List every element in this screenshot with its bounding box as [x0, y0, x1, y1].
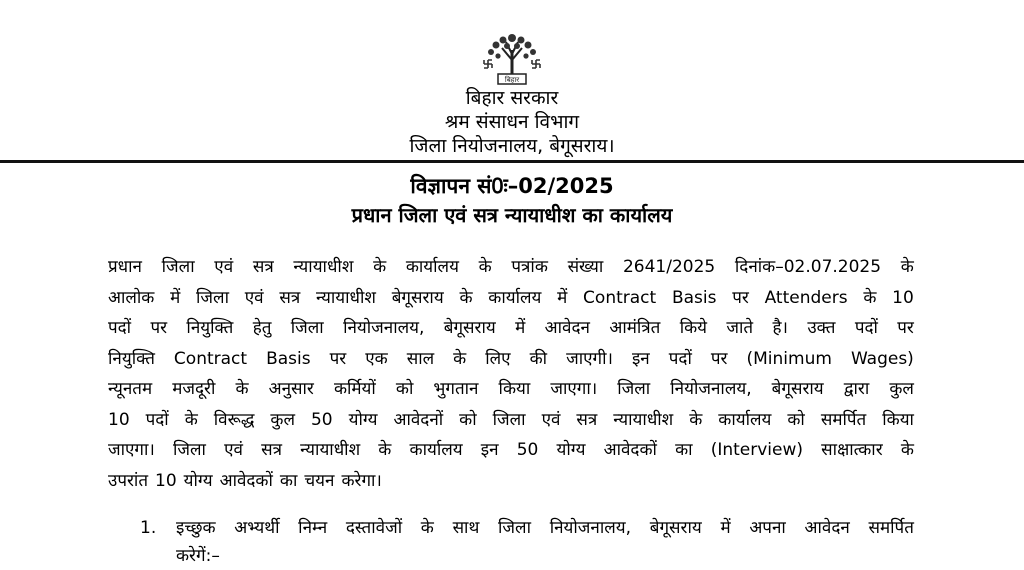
word: के	[900, 257, 914, 277]
word: 50	[516, 440, 539, 460]
word: सत्र	[576, 409, 598, 430]
word: पदों	[854, 318, 878, 338]
word: जिला	[290, 318, 324, 338]
word: प्रधान	[108, 257, 142, 277]
word: कार्यालय	[409, 440, 463, 460]
word: न्यूनतम	[108, 379, 153, 399]
word: के	[863, 287, 877, 308]
word: सत्र	[261, 440, 283, 460]
paragraph-line	[108, 344, 914, 375]
word: न्यायाधीश	[293, 257, 354, 277]
word: (Minimum	[746, 348, 832, 369]
paragraph-line	[108, 466, 914, 497]
word: पदों	[145, 409, 169, 430]
word: के	[184, 409, 198, 430]
department-name: श्रम संसाधन विभाग	[444, 111, 580, 133]
word: नियोजनालय,	[670, 379, 752, 399]
word: के	[453, 348, 467, 369]
word: करेगा।	[341, 470, 382, 491]
word: अभ्यर्थी	[234, 518, 280, 538]
word: आवेदन	[544, 318, 590, 338]
word: चयन	[304, 470, 335, 491]
word: इन	[480, 440, 499, 460]
word: साथ	[452, 518, 480, 538]
word: Wages)	[850, 348, 914, 369]
word: कार्यालय	[718, 409, 772, 430]
word: के	[689, 409, 703, 430]
paragraph-line	[108, 252, 914, 283]
paragraph-line	[108, 374, 914, 405]
word: पदों	[108, 318, 132, 338]
word: नियोजनालय,	[549, 518, 632, 538]
word: के	[459, 287, 473, 308]
word: न्यायाधीश	[300, 440, 361, 460]
word: आवेदकों	[603, 440, 657, 460]
word: को	[459, 409, 477, 430]
word: के	[900, 440, 914, 460]
word: कर्मियों	[333, 379, 376, 399]
word: किया	[882, 409, 914, 430]
word: जिला	[498, 518, 531, 538]
notice-title: विज्ञापन सं0ः–02/2025	[410, 174, 614, 198]
word: आमंत्रित	[609, 318, 661, 338]
paragraph-line	[108, 435, 914, 466]
word: एक	[365, 348, 388, 369]
word: की	[529, 348, 548, 369]
header-divider	[0, 160, 1024, 163]
word: पदों	[668, 348, 692, 369]
word: जिला	[492, 409, 526, 430]
word: कार्यालय	[405, 257, 459, 277]
office-header	[0, 86, 1024, 158]
word: का	[279, 470, 298, 491]
word: का	[675, 440, 693, 460]
word: अपना	[749, 518, 786, 538]
word: बेगूसराय	[649, 518, 702, 538]
word: Contract	[583, 287, 657, 308]
word: द्वारा	[843, 379, 870, 399]
word: समर्पित	[868, 518, 914, 538]
word: जाएगा।	[108, 440, 155, 460]
word: योग्य	[348, 409, 378, 430]
word: आवेदकों	[219, 470, 273, 491]
word: बेगूसराय	[443, 318, 496, 338]
word: एवं	[244, 287, 264, 308]
word: जाते	[726, 318, 754, 338]
word: 10	[892, 287, 914, 308]
paragraph-line	[108, 405, 914, 436]
word: के	[373, 257, 387, 277]
word: बेगूसराय	[391, 287, 444, 308]
bihar-government-emblem-icon	[476, 30, 548, 86]
word: विरूद्ध	[213, 409, 255, 430]
word: पर	[150, 318, 168, 338]
word: किया	[498, 379, 531, 399]
word: बेगूसराय	[771, 379, 824, 399]
word: भुगतान	[433, 379, 479, 399]
word: उपरांत	[108, 470, 149, 491]
word: न्यायाधीश	[315, 287, 376, 308]
word: जाएगी।	[566, 348, 613, 369]
notice-paragraph	[108, 252, 914, 496]
office-name: जिला नियोजनालय, बेगूसराय।	[409, 135, 615, 157]
word: आलोक	[108, 287, 155, 308]
emblem-text: बिहार	[504, 76, 520, 84]
word: पर	[732, 287, 749, 308]
word: जाएगा।	[550, 379, 598, 399]
word: आवेदन	[804, 518, 850, 538]
word: न्यायाधीश	[613, 409, 674, 430]
word: जिला	[617, 379, 651, 399]
word: एवं	[214, 257, 234, 277]
word: 2641/2025	[622, 257, 716, 277]
word: साल	[406, 348, 435, 369]
word: जिला	[196, 287, 229, 308]
list-item-text	[176, 514, 914, 570]
word: कार्यालय	[488, 287, 542, 308]
word: दस्तावेजों	[345, 518, 403, 538]
word: अनुसार	[268, 379, 314, 399]
word: नियुक्ति	[108, 348, 155, 369]
notice-subtitle: प्रधान जिला एवं सत्र न्यायाधीश का कार्यालय	[351, 203, 673, 227]
word: समर्पित	[820, 409, 867, 430]
word: करेगें	[176, 546, 206, 566]
word: को	[395, 379, 414, 399]
word: सत्र	[279, 287, 301, 308]
word: के	[235, 379, 249, 399]
word: साक्षात्कार	[821, 440, 883, 460]
list-item-text-line	[176, 542, 914, 570]
word: में	[720, 518, 731, 538]
word: को	[787, 409, 805, 430]
word: Basis	[266, 348, 311, 369]
word: में	[557, 287, 568, 308]
word: में	[515, 318, 526, 338]
word: है।	[772, 318, 788, 338]
word: Attenders	[764, 287, 848, 308]
word: पर	[329, 348, 347, 369]
word: के	[420, 518, 434, 538]
word: के	[478, 257, 492, 277]
word: पर	[897, 318, 914, 338]
word: जिला	[173, 440, 206, 460]
word: उक्त	[807, 318, 836, 338]
word: हेतु	[252, 318, 272, 338]
word: में	[170, 287, 181, 308]
list-item-text-line	[176, 514, 914, 542]
word: कुल	[270, 409, 295, 430]
word: मजदूरी	[172, 379, 216, 399]
word: 10	[108, 409, 130, 430]
paragraph-line	[108, 283, 914, 314]
word: पत्रांक	[511, 257, 548, 277]
word: किये	[679, 318, 708, 338]
word: नियुक्ति	[186, 318, 234, 338]
word: दिनांक–02.07.2025	[734, 257, 882, 277]
word: 10	[155, 470, 177, 491]
word: सत्र	[252, 257, 274, 277]
word: के	[378, 440, 392, 460]
paragraph-line	[108, 313, 914, 344]
word: Contract	[173, 348, 248, 369]
word: कुल	[889, 379, 914, 399]
word: निम्न	[298, 518, 328, 538]
word: नियोजनालय,	[343, 318, 425, 338]
word: संख्या	[567, 257, 604, 277]
word: इन	[631, 348, 650, 369]
word: योग्य	[183, 470, 213, 491]
word: (Interview)	[710, 440, 804, 460]
word: एवं	[541, 409, 561, 430]
word: योग्य	[556, 440, 586, 460]
word: आवेदनों	[393, 409, 444, 430]
government-name: बिहार सरकार	[465, 87, 559, 109]
word: इच्छुक	[176, 518, 216, 538]
word: Basis	[671, 287, 717, 308]
word: 50	[310, 409, 333, 430]
word: एवं	[224, 440, 243, 460]
word: पर	[710, 348, 728, 369]
word: लिए	[485, 348, 511, 369]
word: जिला	[161, 257, 195, 277]
list-item-number: 1.	[140, 518, 157, 538]
word: :–	[205, 546, 220, 566]
